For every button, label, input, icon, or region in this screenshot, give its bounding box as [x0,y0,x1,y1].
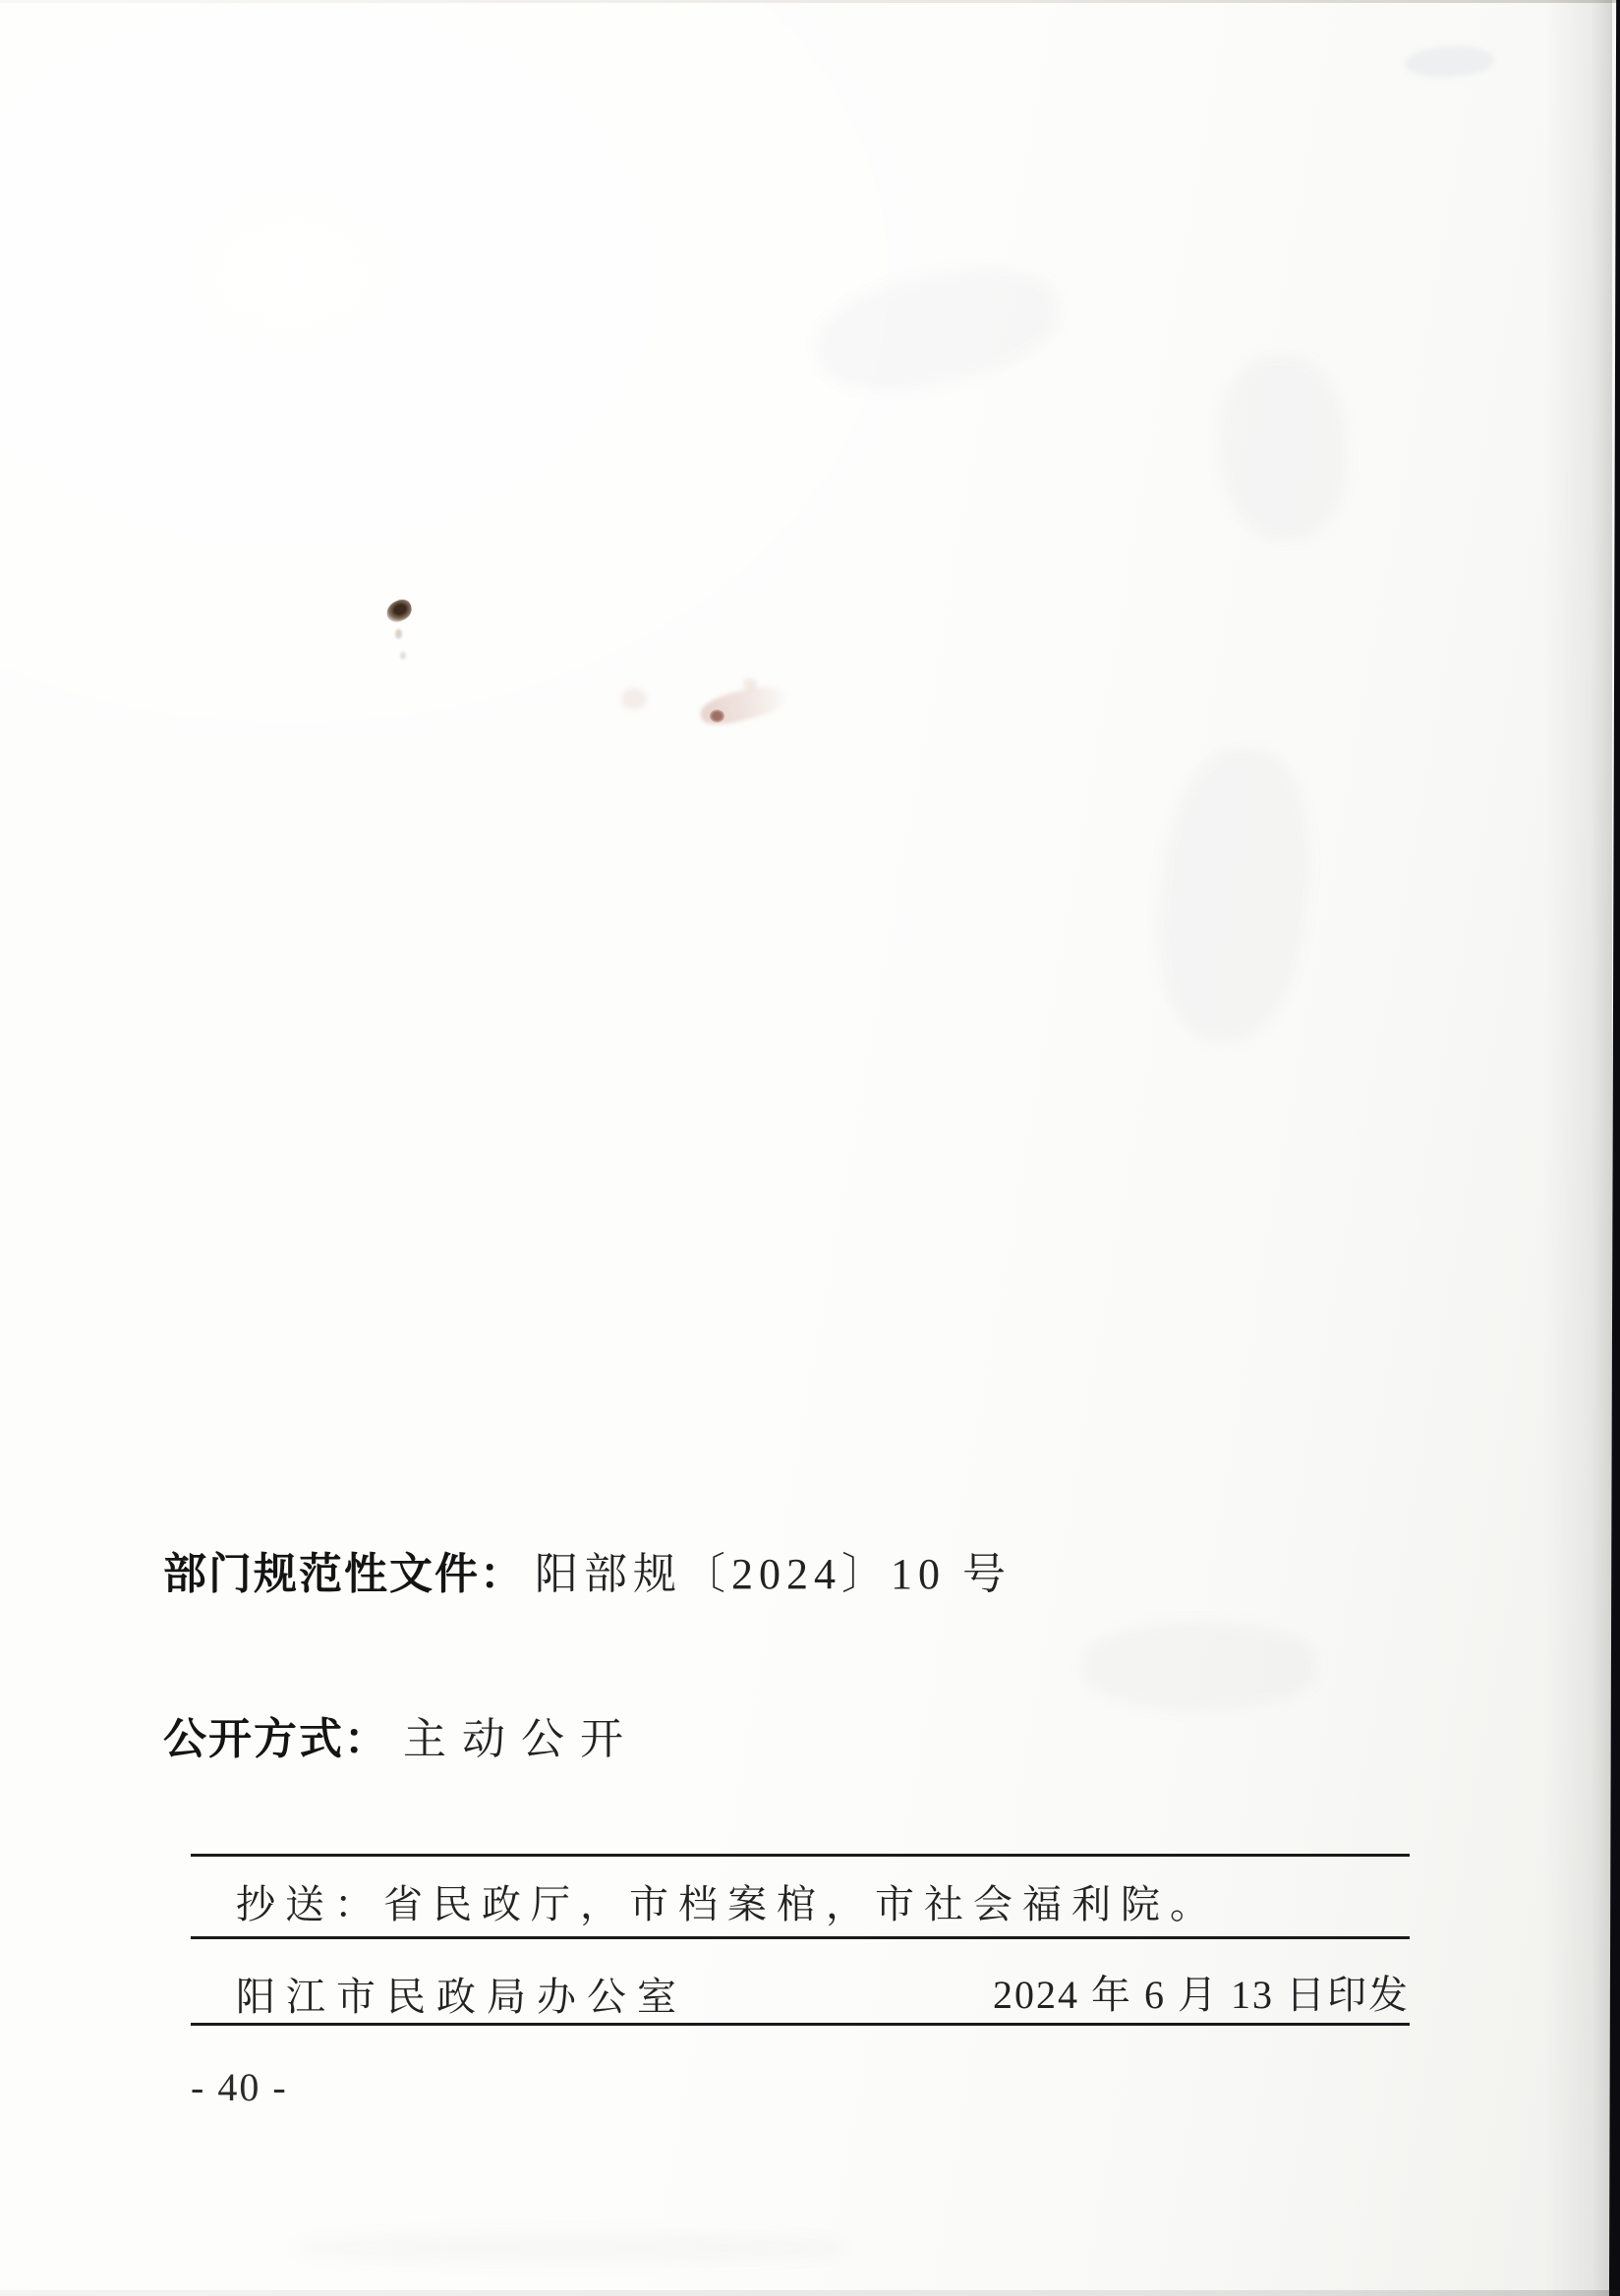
bleedthrough-ghost-mark [1213,350,1354,545]
disclosure-label: 公开方式： [163,1715,389,1763]
doc-type-value: 阳部规〔2024〕10 号 [535,1550,1012,1598]
disclosure-line [163,1716,639,1763]
bleedthrough-ghost-mark [807,251,1070,408]
scan-right-edge-shadow [1543,0,1612,2296]
doc-type-label: 部门规范性文件： [163,1550,525,1598]
ink-speck-artifact [383,597,414,624]
issuer-office: 阳江市民政局办公室 [236,1975,687,2019]
print-date: 2024 年 6 月 13 日印发 [993,1973,1410,2017]
ink-speck-artifact [395,629,402,639]
footer-rule-middle [191,1936,1410,1939]
scan-bottom-edge-shadow [0,2290,1620,2296]
disclosure-value: 主动公开 [403,1715,639,1763]
cc-label: 抄送： [236,1882,383,1926]
footer-rule-top [191,1854,1410,1857]
ink-speck-artifact [400,652,406,660]
red-stain-artifact [710,710,724,722]
bleedthrough-ghost-mark [1081,1622,1317,1710]
cc-value: 省民政厅，市档案棺，市社会福利院。 [383,1882,1219,1926]
bleedthrough-ghost-mark [295,2231,845,2265]
red-stain-artifact [743,678,757,690]
bleedthrough-ghost-mark [1405,45,1494,80]
scan-top-edge-shadow [0,0,1620,3]
red-stain-artifact [621,688,647,710]
cc-row [236,1873,1219,1929]
footer-rule-bottom [191,2023,1410,2026]
bleedthrough-ghost-mark [1145,740,1323,1049]
page-number: - 40 - [191,2065,288,2109]
doc-type-line [163,1551,1012,1598]
